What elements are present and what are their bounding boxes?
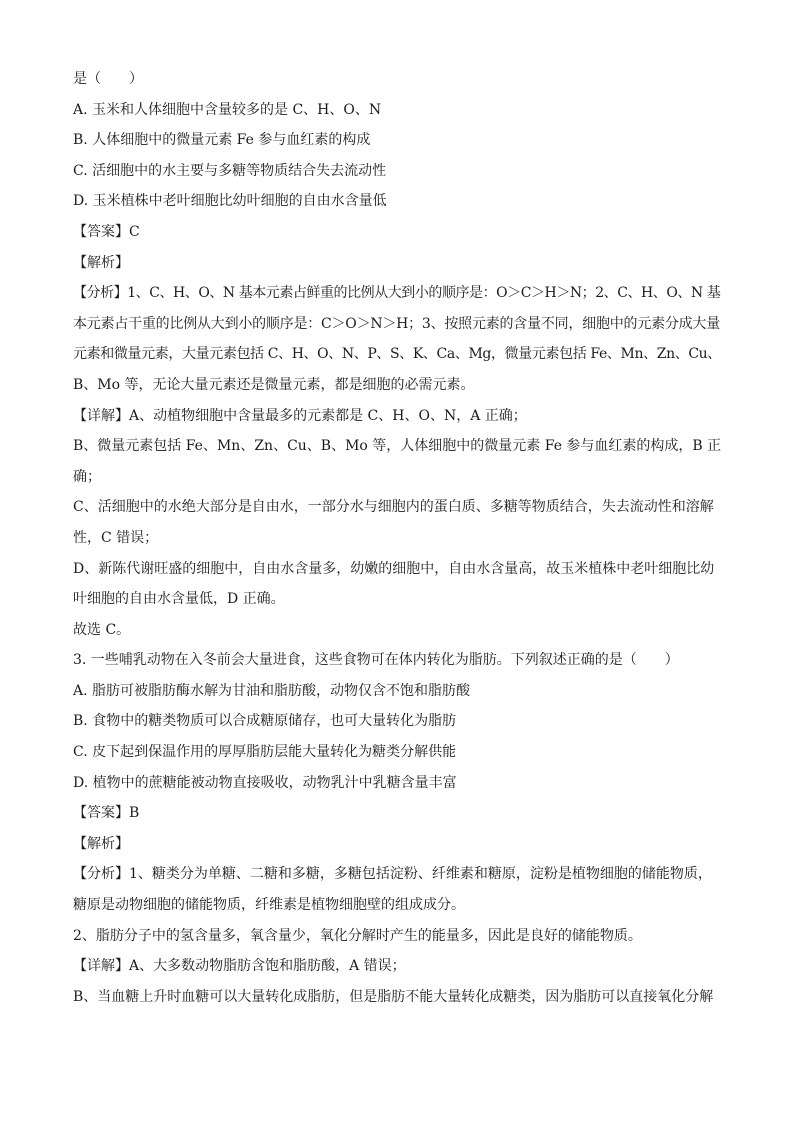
conclusion-text: 故选 C。 bbox=[73, 621, 131, 638]
analysis-text: 本元素占干重的比例从大到小的顺序是：C＞O＞N＞H；3、按照元素的含量不同，细胞中的元素分成大量 bbox=[73, 315, 720, 332]
detail-text: 叶细胞的自由水含量低，D 正确。 bbox=[73, 591, 285, 608]
option-c: C. 皮下起到保温作用的厚厚脂肪层能大量转化为糖类分解供能 bbox=[73, 744, 457, 761]
analysis-text: B、Mo 等，无论大量元素还是微量元素，都是细胞的必需元素。 bbox=[73, 376, 475, 393]
option-b: B. 食物中的糖类物质可以合成糖原储存，也可大量转化为脂肪 bbox=[73, 713, 457, 730]
detail-text: 【详解】A、动植物细胞中含量最多的元素都是 C、H、O、N，A 正确； bbox=[73, 407, 527, 424]
question-stem: 3. 一些哺乳动物在入冬前会大量进食，这些食物可在体内转化为脂肪。下列叙述正确的是（ ） bbox=[73, 652, 679, 669]
detail-text: B、微量元素包括 Fe、Mn、Zn、Cu、B、Mo 等，人体细胞中的微量元素 Fe 参与血红素的构成，B 正 bbox=[73, 438, 722, 455]
detail-text: 确； bbox=[73, 468, 101, 485]
analysis-text: 糖原是动物细胞的储能物质，纤维素是植物细胞壁的组成成分。 bbox=[73, 897, 465, 914]
document-body bbox=[73, 64, 723, 1012]
option-b: B. 人体细胞中的微量元素 Fe 参与血红素的构成 bbox=[73, 132, 371, 149]
option-c: C. 活细胞中的水主要与多糖等物质结合失去流动性 bbox=[73, 162, 387, 179]
option-d: D. 玉米植株中老叶细胞比幼叶细胞的自由水含量低 bbox=[73, 193, 387, 210]
detail-text: 【详解】A、大多数动物脂肪含饱和脂肪酸，A 错误； bbox=[73, 958, 406, 975]
option-a: A. 脂肪可被脂肪酶水解为甘油和脂肪酸，动物仅含不饱和脂肪酸 bbox=[73, 682, 471, 699]
analysis-text: 2、脂肪分子中的氢含量多，氧含量少，氧化分解时产生的能量多，因此是良好的储能物质。 bbox=[73, 927, 642, 944]
detail-text: 性，C 错误； bbox=[73, 529, 159, 546]
detail-text: C、活细胞中的水绝大部分是自由水，一部分水与细胞内的蛋白质、多糖等物质结合，失去流动性和溶解 bbox=[73, 499, 714, 516]
detail-text: B、当血糖上升时血糖可以大量转化成脂肪，但是脂肪不能大量转化成糖类，因为脂肪可以直接氧化分解 bbox=[73, 988, 714, 1005]
analysis-text: 【分析】1、C、H、O、N 基本元素占鲜重的比例从大到小的顺序是：O＞C＞H＞N；2、C、H、O、N 基 bbox=[73, 285, 721, 302]
explanation-heading: 【解析】 bbox=[73, 835, 129, 852]
answer-line: 【答案】B bbox=[73, 805, 140, 822]
explanation-heading: 【解析】 bbox=[73, 254, 129, 271]
analysis-text: 元素和微量元素，大量元素包括 C、H、O、N、P、S、K、Ca、Mg，微量元素包括 Fe、Mn、Zn、Cu、 bbox=[73, 346, 721, 363]
analysis-text: 【分析】1、糖类分为单糖、二糖和多糖，多糖包括淀粉、纤维素和糖原，淀粉是植物细胞的储能物质， bbox=[73, 866, 712, 883]
answer-line: 【答案】C bbox=[73, 223, 140, 240]
detail-text: D、新陈代谢旺盛的细胞中，自由水含量多，幼嫩的细胞中，自由水含量高，故玉米植株中老叶细胞比幼 bbox=[73, 560, 715, 577]
question-stem-tail: 是（ ） bbox=[73, 71, 143, 87]
option-d: D. 植物中的蔗糖能被动物直接吸收，动物乳汁中乳糖含量丰富 bbox=[73, 774, 457, 791]
option-a: A. 玉米和人体细胞中含量较多的是 C、H、O、N bbox=[73, 101, 382, 118]
